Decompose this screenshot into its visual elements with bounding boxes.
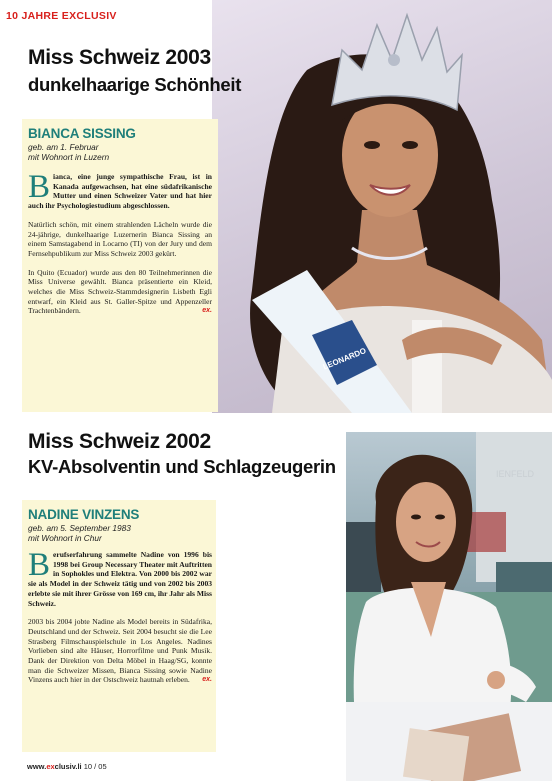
- footer-issue: 10 / 05: [83, 762, 107, 771]
- article1-paragraph-3: In Quito (Ecuador) wurde aus den 80 Teilnehmerinnen die Miss Universe gewählt. Bianca präsentierte ein Kleid, welches die Miss Schweiz-Stammdesignerin Lisbeth Egli entwarf, ein Kleid aus St. Galler-Spitze und Appenzeller Trachtenbändern.: [28, 267, 212, 316]
- banner-label: IENFELD: [496, 469, 535, 479]
- article1-residence: mit Wohnort in Luzern: [28, 152, 110, 162]
- footer-url[interactable]: www.exclusiv.li: [27, 762, 82, 771]
- article2-subtitle: KV-Absolventin und Schlagzeugerin: [28, 456, 336, 477]
- article2-infobox: [22, 500, 216, 752]
- article2-born: geb. am 5. September 1983: [28, 523, 131, 533]
- photo-bianca-sissing: [212, 0, 552, 413]
- article1-title: Miss Schweiz 2003: [28, 46, 211, 69]
- page-footer: [27, 762, 107, 771]
- article1-subtitle: dunkelhaarige Schönheit: [28, 74, 242, 95]
- article2-signoff: ex.: [202, 676, 212, 684]
- article1-lead: ianca, eine junge sympathische Frau, ist in Kanada aufgewachsen, hat eine südafrikanische Mutter und einen Schweizer Vater und hat hier auch ihr Psychologiestudium abgeschlossen.: [28, 172, 212, 211]
- article2-paragraph-2: 2003 bis 2004 jobte Nadine als Model bereits in Südafrika, Deutschland und der Schweiz. Seit 2004 besucht sie die Lee Strasberg Filmschauspielschule in Los Angeles. Nadines Vorlieben sind alte Häuser, Horrorfilme und Punk Musik. Dank der Direktion von Delta Möbel in Haag/SG, konnte man die Schweizer Missen, Bianca Sissing sowie Nadine Vinzens auch hier in der Ostschweiz hautnah erleben.: [28, 617, 212, 685]
- article2-dropcap: B: [28, 547, 51, 583]
- article2-body: [28, 547, 212, 685]
- portrait-illustration: [212, 0, 552, 413]
- article1-name: BIANCA SISSING: [28, 126, 136, 141]
- sash-label: LEONARDO: [321, 346, 368, 372]
- article1-paragraph-2: Natürlich schön, mit einem strahlenden Lächeln wurde die 24-jährige, dunkelhaarige Luzernerin Bianca Sissing an einem Samstagabend in Locarno (TI) von der Jury und dem Fernsehpublikum zur Miss Schweiz 2003 gekürt.: [28, 219, 212, 258]
- article1-born: geb. am 1. Februar: [28, 142, 99, 152]
- section-tag: 10 JAHRE EXCLUSIV: [6, 10, 117, 22]
- event-illustration: [346, 432, 552, 781]
- article2-lead: erufserfahrung sammelte Nadine von 1996 bis 1998 bei Group Necessary Theater mit Auftritten in Sophokles und Elektra. Von 2000 bis 2002 war sie als Model in der Schweiz tätig und von 2002 bis 2003 erlebte sie mit ihrer Grösse von 169 cm, ihr Jahr als Miss Schweiz.: [28, 550, 212, 608]
- article1-body: [28, 169, 212, 316]
- article1-signoff: ex.: [202, 307, 212, 315]
- photo-nadine-vinzens: [346, 432, 552, 781]
- article1-dropcap: B: [28, 169, 51, 205]
- article1-infobox: [22, 119, 218, 412]
- article2-name: NADINE VINZENS: [28, 507, 140, 522]
- article2-title: Miss Schweiz 2002: [28, 430, 211, 453]
- article2-residence: mit Wohnort in Chur: [28, 533, 102, 543]
